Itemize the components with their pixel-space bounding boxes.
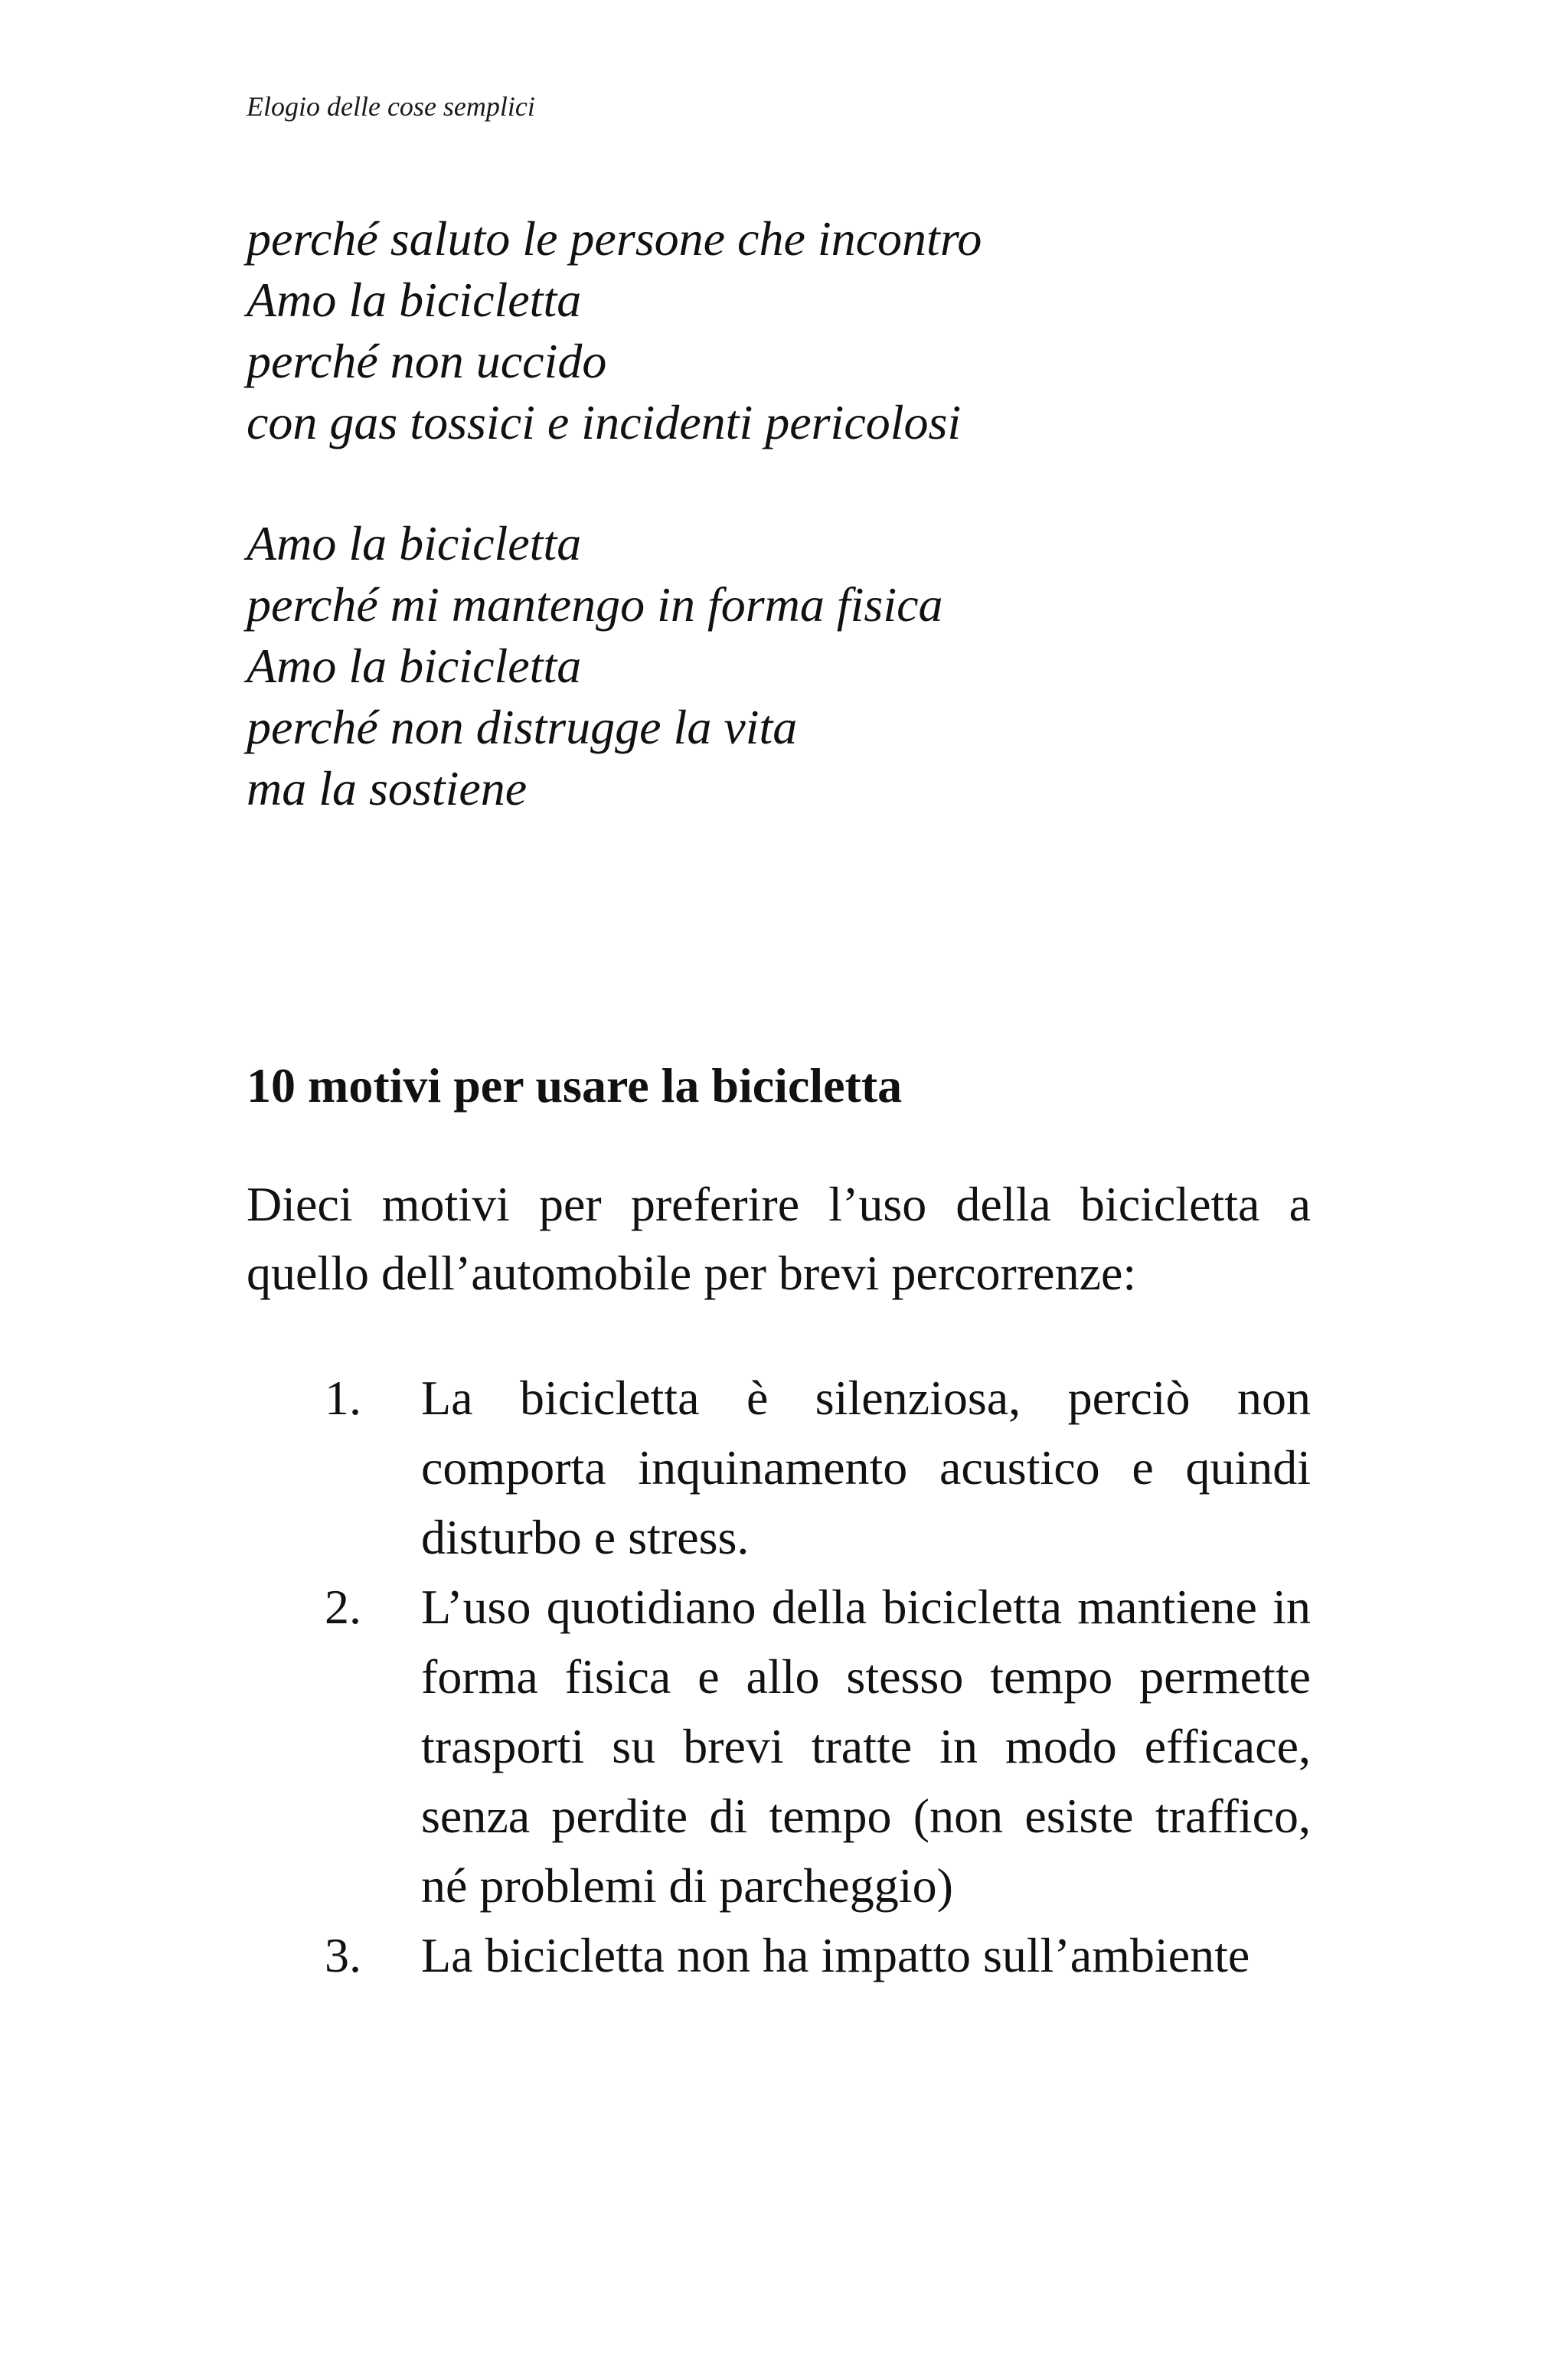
list-item xyxy=(247,1920,1311,1990)
poem-line: perché mi mantengo in forma fisica xyxy=(247,577,943,632)
reasons-list xyxy=(247,1363,1311,1990)
poem-line: perché saluto le persone che incontro xyxy=(247,211,982,266)
poem-line: perché non distrugge la vita xyxy=(247,700,798,754)
poem-line: con gas tossici e incidenti pericolosi xyxy=(247,395,962,449)
list-item xyxy=(247,1572,1311,1920)
poem-line: perché non uccido xyxy=(247,334,607,388)
section-intro: Dieci motivi per preferire l’uso della bicicletta a quello dell’automobile per brevi percorrenze: xyxy=(247,1177,1311,1300)
list-item-number: 3. xyxy=(325,1928,361,1982)
list-item-number: 2. xyxy=(325,1580,361,1634)
poem-line: ma la sostiene xyxy=(247,761,528,815)
poem-line: Amo la bicicletta xyxy=(247,639,582,693)
poem-line: Amo la bicicletta xyxy=(247,516,582,570)
list-item-text: La bicicletta è silenziosa, perciò non comporta inquinamento acustico e quindi disturbo e stress. xyxy=(421,1371,1311,1564)
section-title: 10 motivi per usare la bicicletta xyxy=(247,1058,903,1113)
poem-line: Amo la bicicletta xyxy=(247,273,582,327)
list-item xyxy=(247,1363,1311,1572)
list-item-text: La bicicletta non ha impatto sull’ambiente xyxy=(421,1928,1250,1982)
list-item-number: 1. xyxy=(325,1371,361,1425)
poem-stanza-2 xyxy=(247,513,943,819)
list-item-text: L’uso quotidiano della bicicletta mantiene in forma fisica e allo stesso tempo permette trasporti su brevi tratte in modo efficace, senza perdite di tempo (non esiste traffico, né problemi di parcheggio) xyxy=(421,1580,1311,1913)
running-head: Elogio delle cose semplici xyxy=(247,91,535,122)
poem-stanza-1 xyxy=(247,208,982,453)
